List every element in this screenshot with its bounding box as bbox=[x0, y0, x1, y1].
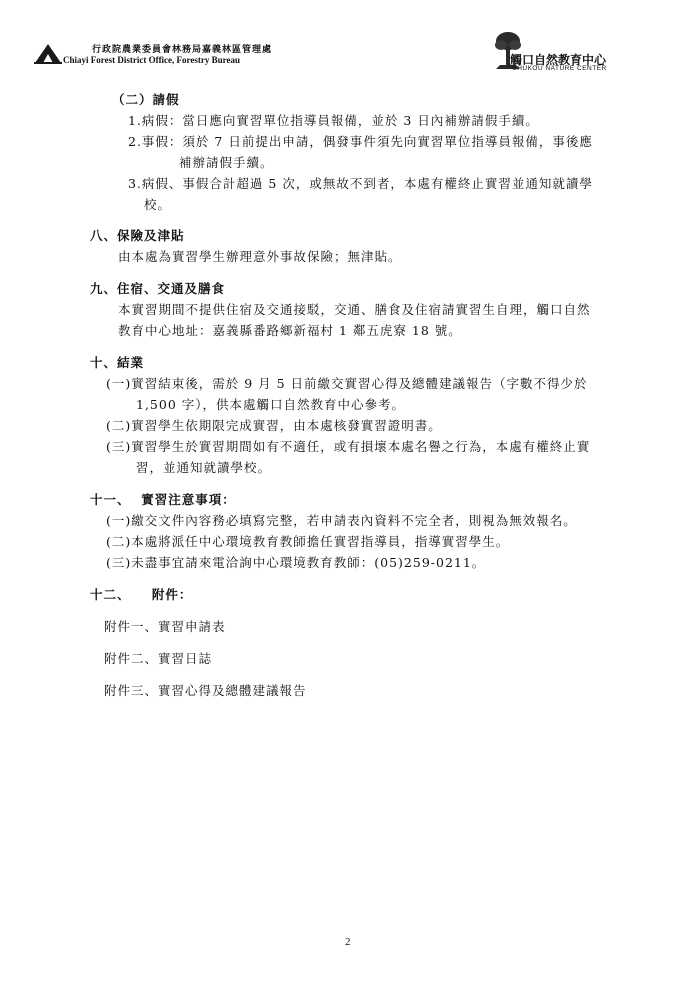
leave-limit-text-line2: 校。 bbox=[144, 197, 172, 212]
notes-item2: (二)本處將派任中心環境教育教師擔任實習指導員，指導實習學生。 bbox=[106, 534, 510, 549]
personal-leave-text-line1: 2.事假：須於 7 日前提出申請，偶發事件須先向實習單位指導員報備，事後應 bbox=[128, 134, 593, 149]
completion-item3-line1: (三)實習學生於實習期間如有不適任，或有損壞本處名譽之行為，本處有權終止實 bbox=[106, 439, 591, 454]
page-header bbox=[0, 0, 700, 80]
org-name-en: Chiayi Forest District Office, Forestry Bureau bbox=[63, 55, 240, 65]
accommodation-text-line2: 教育中心地址：嘉義縣番路鄉新福村 1 鄰五虎寮 18 號。 bbox=[118, 323, 462, 338]
notes-heading: 十一、 實習注意事項： bbox=[90, 492, 236, 507]
insurance-text: 由本處為實習學生辦理意外事故保險；無津貼。 bbox=[118, 249, 402, 264]
attachment-item: 附件二、實習日誌 bbox=[104, 651, 213, 666]
leave-limit-text-line1: 3.病假、事假合計超過 5 次，或無故不到者，本處有權終止實習並通知就讀學 bbox=[128, 176, 593, 191]
attachments-heading: 十二、 附件： bbox=[90, 587, 193, 602]
attachment-item: 附件三、實習心得及總體建議報告 bbox=[104, 683, 307, 698]
completion-item1-line2: 1,500 字），供本處觸口自然教育中心參考。 bbox=[136, 397, 406, 412]
completion-item2: (二)實習學生依期限完成實習，由本處核發實習證明書。 bbox=[106, 418, 442, 433]
personal-leave-text-line2: 補辦請假手續。 bbox=[179, 155, 274, 170]
org-name-zh: 行政院農業委員會林務局嘉義林區管理處 bbox=[92, 45, 273, 55]
center-name-en: CHUKOU NATURE CENTER bbox=[512, 65, 607, 72]
forestry-bureau-logo-icon bbox=[34, 42, 62, 64]
attachment-item: 附件一、實習申請表 bbox=[104, 619, 226, 634]
accommodation-heading: 九、住宿、交通及膳食 bbox=[90, 281, 226, 296]
sick-leave-text: 1.病假：當日應向實習單位指導員報備，並於 3 日內補辦請假手續。 bbox=[128, 113, 539, 128]
completion-heading: 十、結業 bbox=[90, 355, 145, 370]
accommodation-text-line1: 本實習期間不提供住宿及交通接駁，交通、膳食及住宿請實習生自理，觸口自然 bbox=[118, 302, 591, 317]
insurance-heading: 八、保險及津貼 bbox=[90, 228, 185, 243]
notes-item1: (一)繳交文件內容務必填寫完整，若申請表內資料不完全者，則視為無效報名。 bbox=[106, 513, 577, 528]
center-name-zh: 觸口自然教育中心 bbox=[510, 53, 607, 67]
notes-item3: (三)未盡事宜請來電洽詢中心環境教育教師：(05)259-0211。 bbox=[106, 555, 486, 570]
page-number: 2 bbox=[345, 936, 351, 948]
completion-item1-line1: (一)實習結束後，需於 9 月 5 日前繳交實習心得及總體建議報告（字數不得少於 bbox=[106, 376, 588, 391]
completion-item3-line2: 習，並通知就讀學校。 bbox=[136, 460, 272, 475]
leave-heading: （二）請假 bbox=[112, 92, 180, 107]
